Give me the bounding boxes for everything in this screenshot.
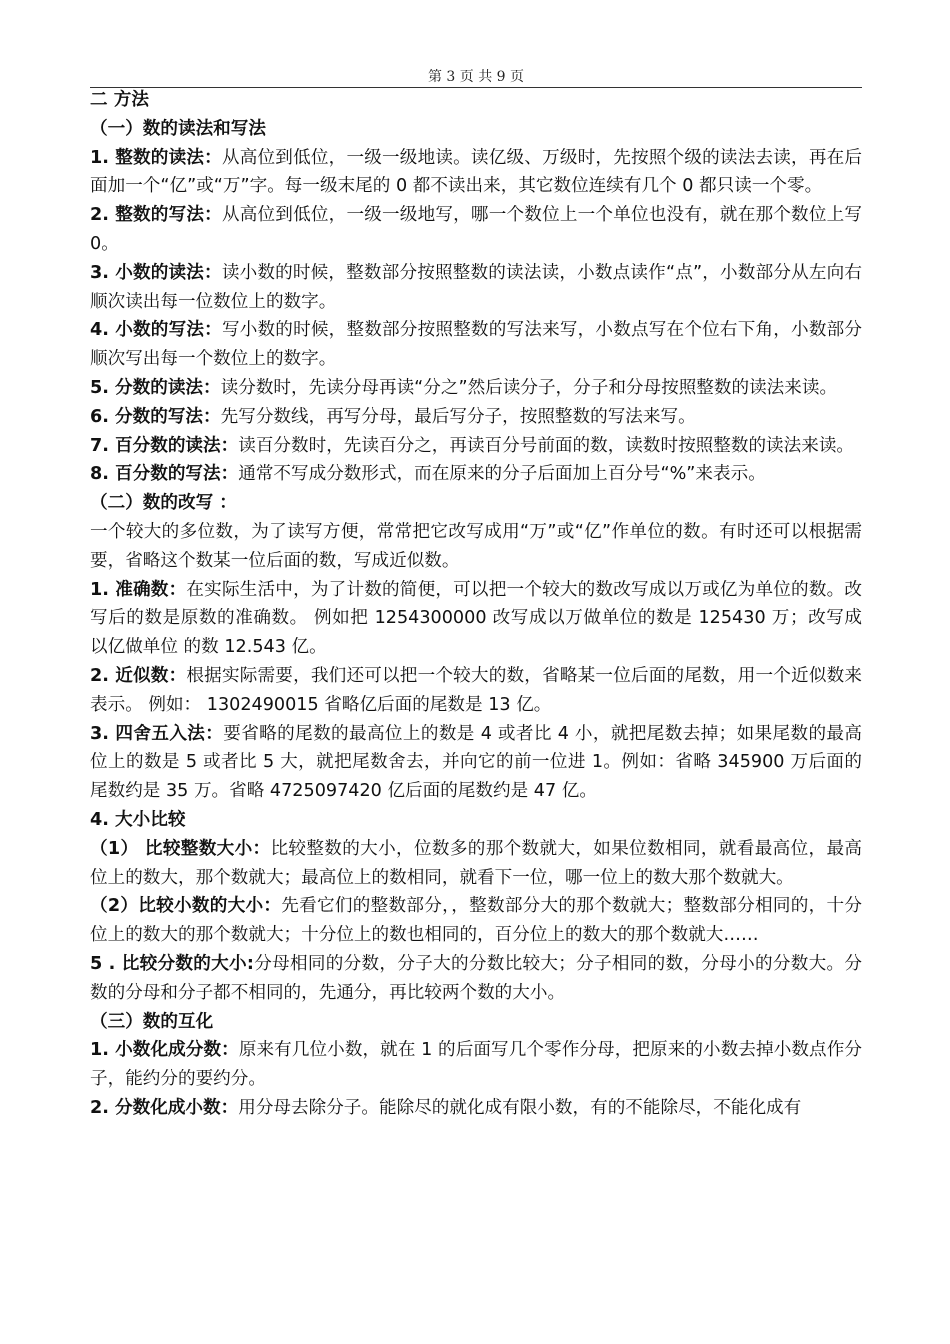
- subsection-heading-conversion: [90, 1008, 862, 1037]
- term-label: 3. 小数的读法：: [90, 262, 222, 283]
- paragraph-integer-writing: [90, 201, 862, 259]
- term-label: 2. 整数的写法：: [90, 205, 222, 226]
- paragraph-text: 从高位到低位，一级一级地写，哪一个数位上一个单位也没有，就在那个数位上写 0。: [90, 205, 862, 254]
- paragraph-rounding: [90, 720, 862, 806]
- paragraph-fraction-to-decimal: [90, 1094, 862, 1123]
- section-heading-method: [90, 86, 862, 115]
- subsection-heading-read-write: [90, 115, 862, 144]
- paragraph-integer-reading: [90, 144, 862, 202]
- heading-label: （一）数的读法和写法: [90, 118, 266, 139]
- paragraph-text: 一个较大的多位数，为了读写方便，常常把它改写成用“万”或“亿”作单位的数。有时还可以根据需要，省略这个数某一位后面的数，写成近似数。: [90, 521, 862, 571]
- paragraph-text: 写小数的时候，整数部分按照整数的写法来写，小数点写在个位右下角，小数部分顺次写出每一个数位上的数字。: [90, 320, 862, 370]
- term-label: 5. 分数的读法：: [90, 377, 221, 398]
- paragraph-text: 先看它们的整数部分，，整数部分大的那个数就大；整数部分相同的，十分位上的数大的那个数就大；十分位上的数也相同的，百分位上的数大的那个数就大……: [90, 896, 862, 946]
- term-label: 1. 准确数：: [90, 579, 187, 600]
- heading-label: 4. 大小比较: [90, 809, 186, 830]
- term-label: （1） 比较整数大小：: [90, 838, 271, 859]
- term-label: 5 . 比较分数的大小:: [90, 953, 254, 974]
- paragraph-percent-writing: [90, 460, 862, 489]
- heading-label: （三）数的互化: [90, 1011, 214, 1032]
- paragraph-text: 原来有几位小数，就在 1 的后面写几个零作分母，把原来的小数去掉小数点作分子，能约分的要约分。: [90, 1040, 862, 1090]
- paragraph-approximate-number: [90, 662, 862, 720]
- paragraph-exact-number: [90, 576, 862, 662]
- paragraph-percent-reading: [90, 432, 862, 461]
- term-label: 8. 百分数的写法：: [90, 464, 239, 485]
- subsection-heading-rewrite: [90, 489, 862, 518]
- paragraph-compare-fractions: [90, 950, 862, 1008]
- term-label: 2. 分数化成小数：: [90, 1097, 239, 1118]
- heading-label: 二 方法: [90, 90, 149, 110]
- term-label: 6. 分数的写法：: [90, 406, 221, 427]
- term-label: （2）比较小数的大小：: [90, 896, 282, 917]
- paragraph-compare-decimals: [90, 892, 862, 950]
- paragraph-decimal-to-fraction: [90, 1036, 862, 1094]
- paragraph-text: 分母相同的分数，分子大的分数比较大；分子相同的数，分母小的分数大。分数的分母和分子都不相同的，先通分，再比较两个数的大小。: [90, 953, 862, 1003]
- paragraph-text: 根据实际需要，我们还可以把一个较大的数，省略某一位后面的尾数，用一个近似数来表示。 例如： 1302490015 省略亿后面的尾数是 13 亿。: [90, 665, 862, 715]
- term-label: 1. 小数化成分数：: [90, 1040, 239, 1061]
- paragraph-text: 用分母去除分子。能除尽的就化成有限小数，有的不能除尽，不能化成有: [238, 1097, 802, 1118]
- paragraph-decimal-writing: [90, 316, 862, 374]
- paragraph-text: 通常不写成分数形式，而在原来的分子后面加上百分号“%”来表示。: [238, 464, 766, 485]
- paragraph-text: 读分数时，先读分母再读“分之”然后读分子，分子和分母按照整数的读法来读。: [220, 377, 838, 398]
- paragraph-compare-integers: [90, 835, 862, 893]
- paragraph-text: 读小数的时候，整数部分按照整数的读法读，小数点读作“点”，小数部分从左向右顺次读出每一位数位上的数字。: [90, 262, 862, 312]
- heading-label: （二）数的改写 ：: [90, 493, 237, 514]
- paragraph-text: 从高位到低位，一级一级地读。读亿级、万级时，先按照个级的读法去读，再在后面加一个“亿”或“万”字。每一级末尾的 0 都不读出来，其它数位连续有几个 0 都只读一个零。: [90, 147, 862, 197]
- paragraph-decimal-reading: [90, 259, 862, 317]
- paragraph-text: 先写分数线，再写分母，最后写分子，按照整数的写法来写。: [220, 406, 696, 427]
- paragraph-text: 在实际生活中，为了计数的简便，可以把一个较大的数改写成以万或亿为单位的数。改写后的数是原数的准确数。 例如把 1254300000 改写成以万做单位的数是 125430 万；改写成 以亿做单位 的数 12.543 亿。: [90, 579, 862, 658]
- term-label: 7. 百分数的读法：: [90, 435, 239, 456]
- paragraph-fraction-writing: [90, 403, 862, 432]
- term-label: 4. 小数的写法：: [90, 320, 222, 341]
- page-header: 第 3 页 共 9 页: [427, 69, 525, 85]
- subheading-comparison: [90, 806, 862, 835]
- term-label: 3. 四舍五入法：: [90, 723, 224, 744]
- paragraph-fraction-reading: [90, 374, 862, 403]
- paragraph-text: 比较整数的大小，位数多的那个数就大，如果位数相同，就看最高位，最高位上的数大，那个数就大；最高位上的数相同，就看下一位，哪一位上的数大那个数就大。: [90, 838, 862, 888]
- paragraph-rewrite-intro: [90, 518, 862, 576]
- term-label: 2. 近似数：: [90, 665, 187, 686]
- paragraph-text: 要省略的尾数的最高位上的数是 4 或者比 4 小，就把尾数去掉；如果尾数的最高位上的数是 5 或者比 5 大，就把尾数舍去，并向它的前一位进 1。例如：省略 345900 万后面的尾数约是 35 万。省略 4725097420 亿后面的尾数约是 47 亿。: [90, 723, 862, 802]
- term-label: 1. 整数的读法：: [90, 147, 222, 168]
- document-body: [90, 86, 862, 1123]
- paragraph-text: 读百分数时，先读百分之，再读百分号前面的数，读数时按照整数的读法来读。: [238, 435, 855, 456]
